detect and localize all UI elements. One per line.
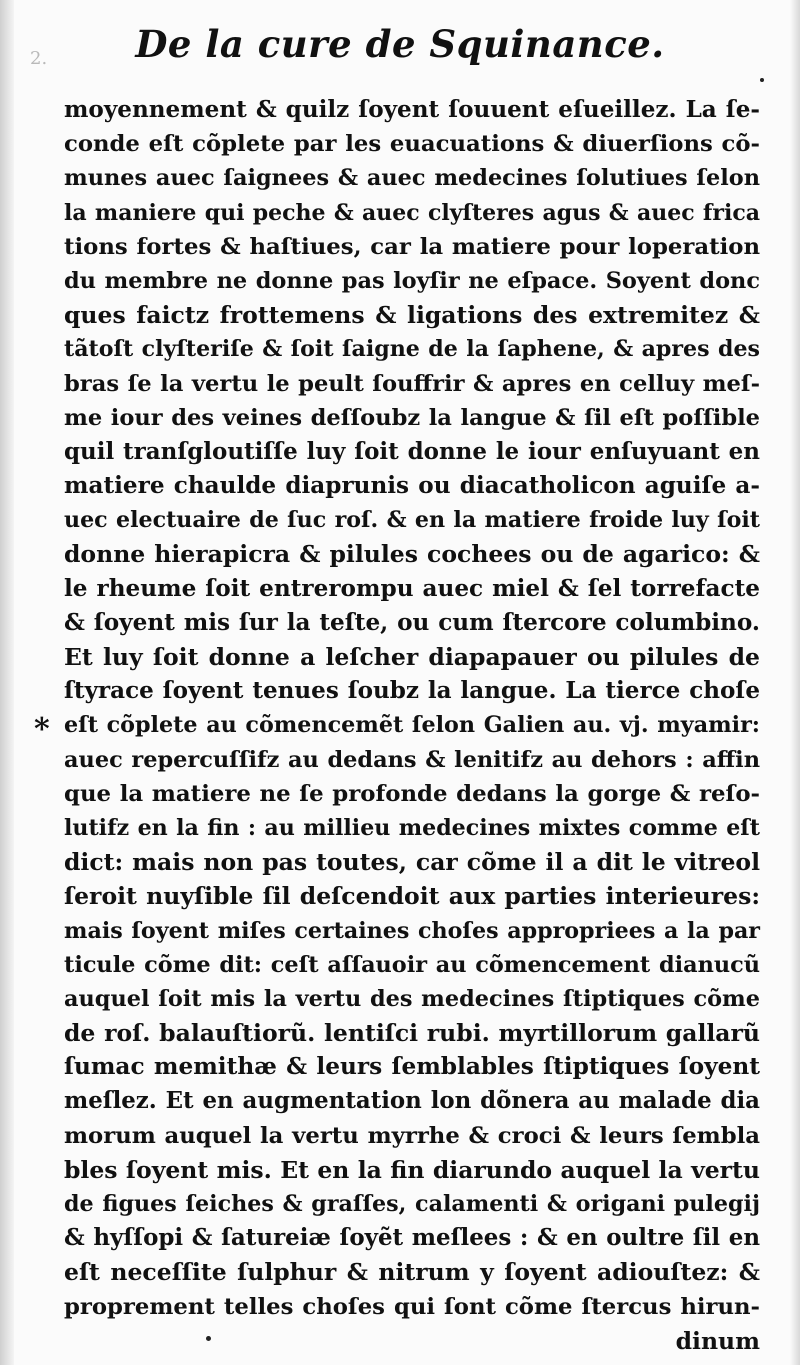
text-line: meſlez. Et en augmentation lon dõnera au malade dia <box>64 1088 760 1115</box>
text-line: conde eſt cõplete par les euacuations & diuerſions cõ- <box>64 131 760 158</box>
text-line: & hyſſopi & ſatureiæ ſoyẽt meſlees : & en oultre ſil en <box>64 1224 760 1252</box>
text-line: moyennement & quilz ſoyent ſouuent eſueillez. La ſe- <box>64 96 760 123</box>
text-line: la maniere qui peche & auec clyſteres agus & auec frica <box>64 199 760 226</box>
text-line: ſeroit nuyſible ſil deſcendoit aux parties interieures: <box>64 882 760 911</box>
text-line: auec repercuſſifz au dedans & lenitifz au dehors : affin <box>64 746 760 773</box>
text-line: ques faictz frottemens & ligations des extremitez & <box>64 301 760 330</box>
text-line: bras ſe la vertu le peult ſouffrir & apres en celluy meſ- <box>64 370 760 397</box>
text-line: bles ſoyent mis. Et en la fin diarundo auquel la vertu <box>64 1155 760 1184</box>
ink-speck <box>206 1336 211 1341</box>
text-line: ſumac memithæ & leurs ſemblables ſtiptiques ſoyent <box>64 1053 760 1081</box>
text-line: eſt cõplete au cõmencemẽt ſelon Galien au. vj. myamir: <box>64 712 760 739</box>
text-line: du membre ne donne pas loyſir ne eſpace. Soyent donc <box>64 267 760 294</box>
text-line: de figues ſeiches & graſſes, calamenti & origani pulegij <box>64 1191 760 1217</box>
marginal-asterisk: * <box>34 712 50 747</box>
folio-number: 2. <box>30 48 48 69</box>
page-right-edge <box>790 0 800 1365</box>
text-line: matiere chaulde diaprunis ou diacatholicon aguiſe a- <box>64 472 760 500</box>
text-line: mais ſoyent miſes certaines choſes appropriees a la par <box>64 917 760 944</box>
running-header: De la cure de Squinance. <box>135 22 665 66</box>
text-line: me iour des veines deſſoubz la langue & ſil eſt poſſible <box>64 404 760 431</box>
page-left-edge <box>0 0 14 1365</box>
text-line: Et luy ſoit donne a leſcher diapapauer ou pilules de <box>64 643 760 671</box>
ink-speck <box>760 78 764 82</box>
text-line: que la matiere ne ſe profonde dedans la gorge & reſo- <box>64 780 760 807</box>
text-line: morum auquel la vertu myrrhe & croci & leurs ſembla <box>64 1122 760 1149</box>
text-line: tãtoſt clyſteriſe & ſoit ſaigne de la ſaphene, & apres des <box>64 336 760 363</box>
text-line: de roſ. balauſtiorũ. lentiſci rubi. myrtillorum gallarũ <box>64 1019 760 1048</box>
body-text <box>64 93 760 1358</box>
text-line: dict: mais non pas toutes, car cõme il a dit le vitreol <box>64 848 760 877</box>
text-line: lutifz en la fin : au millieu medecines mixtes comme eſt <box>64 814 760 841</box>
text-line: donne hierapicra & pilules cochees ou de agarico: & <box>64 540 760 569</box>
text-line: le rheume ſoit entrerompu auec miel & ſel torrefacte <box>64 574 760 602</box>
text-line: ſtyrace ſoyent tenues ſoubz la langue. La tierce choſe <box>64 677 760 705</box>
text-line: auquel ſoit mis la vertu des medecines ſtiptiques cõme <box>64 985 760 1012</box>
text-line: munes auec ſaignees & auec medecines ſolutiues ſelon <box>64 165 760 192</box>
text-line: ticule cõme dit: ceſt aſſauoir au cõmencement dianucũ <box>64 951 760 978</box>
text-line: tions fortes & haſtiues, car la matiere pour loperation <box>64 233 760 260</box>
text-line: uec electuaire de ſuc roſ. & en la matiere froide luy ſoit <box>64 507 760 534</box>
text-line: proprement telles choſes qui ſont cõme ſtercus hirun- <box>64 1293 760 1320</box>
text-line: quil tranſgloutiſſe luy ſoit donne le iour enſuyuant en <box>64 437 760 465</box>
catchword: dinum <box>675 1326 760 1355</box>
text-line: & ſoyent mis ſur la teſte, ou cum ſtercore columbino. <box>64 608 760 636</box>
text-line: eſt neceſſite ſulphur & nitrum y ſoyent adiouſtez: & <box>64 1258 760 1287</box>
